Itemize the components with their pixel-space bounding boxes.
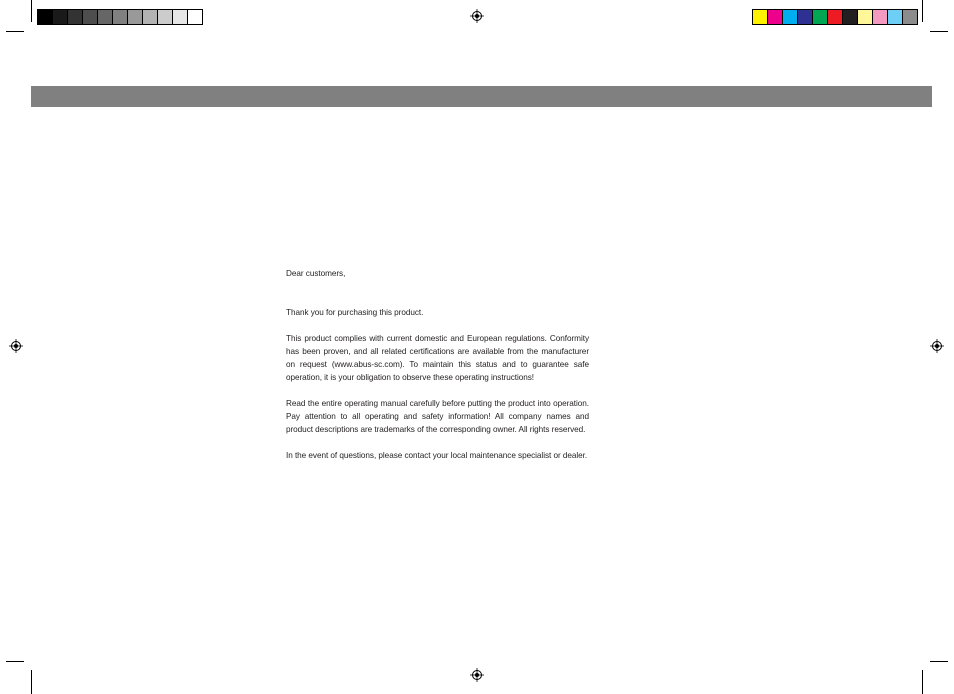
gray-swatch-6 xyxy=(128,10,143,24)
color-swatch-7 xyxy=(858,10,873,24)
color-swatch-6 xyxy=(843,10,858,24)
color-swatch-3 xyxy=(798,10,813,24)
contact-paragraph: In the event of questions, please contact your local maintenance specialist or dealer. xyxy=(286,451,588,460)
crop-mark-bottom-right-v xyxy=(922,670,923,694)
grayscale-color-bar xyxy=(37,9,203,25)
gray-swatch-4 xyxy=(98,10,113,24)
crop-mark-top-left-h xyxy=(6,31,24,32)
cmyk-color-bar xyxy=(752,9,918,25)
color-swatch-2 xyxy=(783,10,798,24)
registration-mark-top-icon xyxy=(470,9,484,23)
registration-mark-bottom-icon xyxy=(470,668,484,682)
crop-mark-bottom-left-v xyxy=(31,670,32,694)
color-swatch-5 xyxy=(828,10,843,24)
gray-swatch-3 xyxy=(83,10,98,24)
crop-mark-top-right-h xyxy=(930,31,948,32)
registration-mark-right-icon xyxy=(930,339,944,353)
crop-mark-bottom-right-h xyxy=(930,661,948,662)
color-swatch-9 xyxy=(888,10,903,24)
registration-mark-left-icon xyxy=(9,339,23,353)
color-swatch-10 xyxy=(903,10,917,24)
compliance-paragraph: This product complies with current domestic and European regulations. Conformity has been proven, and all related certifications are available from the manufacturer on request (www.abus-sc.com). To maintain this status and to guarantee safe operation, it is your obligation to observe these operating instructions! xyxy=(286,334,589,382)
letter-body xyxy=(286,267,589,462)
gray-swatch-2 xyxy=(68,10,83,24)
gray-swatch-1 xyxy=(53,10,68,24)
color-swatch-8 xyxy=(873,10,888,24)
greeting: Dear customers, xyxy=(286,269,346,278)
crop-mark-top-right-v xyxy=(922,0,923,22)
color-swatch-4 xyxy=(813,10,828,24)
thanks-paragraph: Thank you for purchasing this product. xyxy=(286,308,424,317)
read-manual-paragraph: Read the entire operating manual carefully before putting the product into operation. Pay attention to all operating and safety information! All company names and product descriptions are trademarks of the corresponding owner. All rights reserved. xyxy=(286,399,589,434)
gray-swatch-9 xyxy=(173,10,188,24)
crop-mark-top-left-v xyxy=(31,0,32,22)
gray-swatch-8 xyxy=(158,10,173,24)
gray-swatch-10 xyxy=(188,10,202,24)
color-swatch-0 xyxy=(753,10,768,24)
gray-swatch-5 xyxy=(113,10,128,24)
header-bar xyxy=(31,86,932,107)
gray-swatch-7 xyxy=(143,10,158,24)
color-swatch-1 xyxy=(768,10,783,24)
gray-swatch-0 xyxy=(38,10,53,24)
crop-mark-bottom-left-h xyxy=(6,661,24,662)
